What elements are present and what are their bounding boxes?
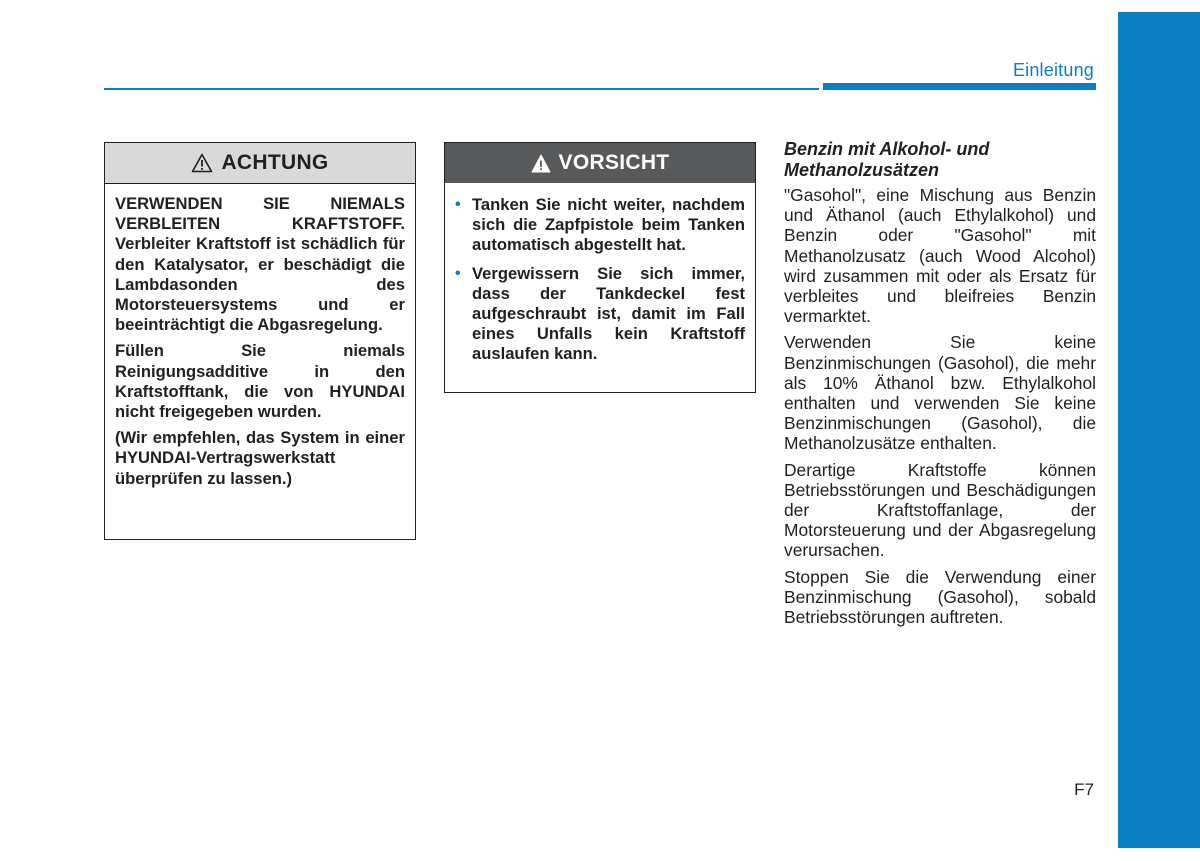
vorsicht-bullet-item <box>455 264 745 365</box>
vorsicht-bullet-item <box>455 195 745 256</box>
chapter-side-tab <box>1118 12 1200 848</box>
achtung-title: ACHTUNG <box>221 151 329 174</box>
achtung-paragraph: (Wir empfehlen, das System in einer HYUNDAI-Vertragswerkstatt überprüfen zu lassen.) <box>115 428 405 488</box>
vorsicht-notice <box>444 142 756 393</box>
achtung-paragraph: VERWENDEN SIE NIEMALS VERBLEITEN KRAFTSTOFF. Verbleiter Kraftstoff ist schädlich für den Katalysator, er beschädigt die Lambdasonden des Motorsteuersystems und er beeinträchtigt die Abgasregelung. <box>115 194 405 335</box>
vorsicht-header <box>445 143 755 183</box>
achtung-notice <box>104 142 416 540</box>
vorsicht-bullet-text: Vergewissern Sie sich immer, dass der Tankdeckel fest aufgeschraubt ist, damit im Fall eines Unfalls kein Kraftstoff auslaufen kann. <box>472 263 745 364</box>
bullet-dot-icon: • <box>455 196 461 213</box>
vorsicht-body <box>445 183 755 377</box>
page-number: F7 <box>1074 780 1094 799</box>
header-rule-accent <box>823 83 1096 90</box>
vorsicht-title: VORSICHT <box>558 151 670 174</box>
warning-filled-icon <box>531 154 551 173</box>
achtung-header <box>105 143 415 184</box>
achtung-body <box>105 184 415 501</box>
vorsicht-bullet-text: Tanken Sie nicht weiter, nachdem sich die Zapfpistole beim Tanken automatisch abgestellt hat. <box>472 195 745 255</box>
bullet-dot-icon: • <box>455 264 461 282</box>
article-column <box>784 139 1096 633</box>
article-paragraph: Stoppen Sie die Verwendung einer Benzinmischung (Gasohol), sobald Betriebsstörungen auftreten. <box>784 566 1096 628</box>
header-rule <box>104 88 819 90</box>
section-title: Einleitung <box>1012 60 1094 80</box>
achtung-paragraph: Füllen Sie niemals Reinigungsadditive in den Kraftstofftank, die von HYUNDAI nicht freigegeben wurden. <box>115 341 405 422</box>
article-paragraph: "Gasohol", eine Mischung aus Benzin und Äthanol (auch Ethylalkohol) und Benzin oder "Gasohol" mit Methanolzusatz (auch Wood Alcohol) wird zusammen mit oder als Ersatz für verbleites und bleifreies Benzin vermarktet. <box>784 185 1096 327</box>
article-heading: Benzin mit Alkohol- und Methanolzusätzen <box>784 139 990 180</box>
article-paragraph: Derartige Kraftstoffe können Betriebsstörungen und Beschädigungen der Kraftstoffanlage, der Motorsteuerung und der Abgasregelung verursachen. <box>784 459 1096 561</box>
warning-outline-icon <box>191 153 213 173</box>
article-paragraph: Verwenden Sie keine Benzinmischungen (Gasohol), die mehr als 10% Äthanol bzw. Ethylalkohol enthalten und verwenden Sie keine Benzinmischungen (Gasohol), die Methanolzusätze enthalten. <box>784 332 1096 454</box>
